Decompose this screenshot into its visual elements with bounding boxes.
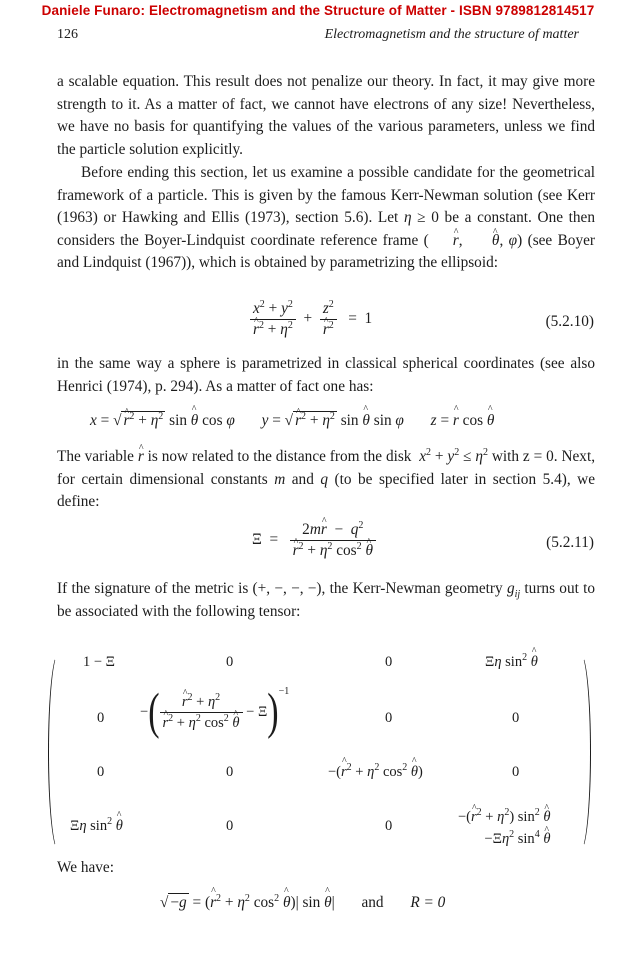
matrix-cell-r4c4: −(^ $r^2 + \eta^2$) $\sin^2$ ^ θ $-\Xi\eta^2$ $\sin^4$ ^ θ [458, 806, 550, 850]
matrix-cell-r3c4: 0 [512, 764, 520, 780]
p4-text-c: with z = 0. Next, for certain dimensional constants [57, 448, 596, 488]
matrix-right-paren [570, 653, 591, 851]
running-title: Electromagnetism and the structure of matter [324, 27, 579, 42]
equation-5-2-11: Ξ = 2m^ $r - q^2$ ^ $r^2 + \eta^2$ $\cos^2$ ^ θ [252, 521, 376, 560]
p4-text-d: and [285, 470, 321, 488]
p5-text-b: turns out to be associated with the following tensor: [57, 580, 596, 620]
equation-number-5-2-10: (5.2.10) [545, 313, 594, 330]
matrix-cell-r2c2: −( ^ $r^2 + \eta^2$ ^ $r^2 + \eta^2$ $\cos^2$ ^ θ − Ξ)$^{-1}$ [140, 693, 289, 732]
and-word: and [361, 894, 384, 911]
matrix-cell-r3c3: −(^ $r^2 + \eta^2$ $\cos^2$ ^ θ) [328, 764, 423, 781]
matrix-cell-r2c1: 0 [97, 710, 105, 726]
watermark-banner: Daniele Funaro: Electromagnetism and the Structure of Matter - ISBN 9789812814517 [41, 3, 595, 18]
matrix-cell-r1c1: 1 − Ξ [83, 654, 116, 670]
paragraph-6: We have: [57, 859, 114, 876]
matrix-cell-r4c1: Ξη $\sin^2$ ^ θ [70, 818, 123, 835]
equation-determinant: √ −g = (^ $r^2 + \eta^2$ $\cos^2$ ^ θ)| sin ^ θ| and R = 0 [160, 893, 445, 912]
equation-5-2-10: $x^2 + y^2$ ^ $r^2 + \eta^2$ + $z^2$ ^ $r^2$ = 1 [250, 300, 372, 339]
matrix-cell-r1c4: Ξη $\sin^2$ ^ θ [485, 654, 538, 671]
matrix-cell-r1c2: 0 [226, 654, 234, 670]
equation-coordinates: x = √^ $r^2 + \eta^2$ sin ^ θ cos φ y = √^ $r^2 + \eta^2$ sin ^ θ sin φ z = ^ r cos ^ θ [90, 411, 494, 430]
running-head [57, 27, 595, 47]
p4-text-a: The variable [57, 448, 138, 465]
p5-text-a: If the signature of the metric is (+, −, −, −), the Kerr-Newman geometry [57, 580, 507, 597]
p2-text-c: ) (see Boyer and Lindquist (1967)), which is obtained by parametrizing the ellipsoid: [57, 231, 595, 272]
equation-number-5-2-11: (5.2.11) [546, 534, 594, 551]
matrix-left-paren [48, 653, 69, 851]
matrix-cell-r2c4: 0 [512, 710, 520, 726]
matrix-cell-r3c1: 0 [97, 764, 105, 780]
matrix-cell-r3c2: 0 [226, 764, 234, 780]
page-number: 126 [57, 27, 78, 42]
paragraph-5: If the signature of the metric is (+, −, −, −), the Kerr-Newman geometry $g_{ij}$ turns out to be associated with the following tensor: [57, 580, 596, 620]
matrix-cell-r4c3: 0 [385, 818, 393, 834]
paragraph-1: a scalable equation. This result does not penalize our theory. In fact, it may give more strength to it. As a matter of fact, we cannot have electrons of any size! Nevertheless, we have no basis for quantifying the values of the various parameters, unless we find the particle solution explicitly. [57, 73, 595, 158]
ricci-scalar-equation: R = 0 [410, 894, 446, 911]
p2-text-a: Before ending this section, let us examine a possible candidate for the geometrical framework of a particle. This is given by the famous Kerr-Newman solution (see Kerr (1963) or Hawking and Ellis (1973), section 5.6). Let [57, 164, 595, 227]
p4-text-e: (to be specified later in section 5.4), we define: [57, 470, 595, 511]
paragraph-3: in the same way a sphere is parametrized in classical spherical coordinates (see also Henrici (1974), p. 294). As a matter of fact one has: [57, 355, 595, 395]
p2-text-b: ≥ 0 be a constant. One then considers the Boyer-Lindquist coordinate reference frame ( [57, 209, 595, 249]
paragraph-4: The variable ^ r is now related to the distance from the disk $x^2 + y^2 \le \eta^2$ with z = 0. Next, for certain dimensional constants m and q (to be specified later in section 5.4), we define: [57, 446, 595, 514]
matrix-cell-r4c2: 0 [226, 818, 234, 834]
matrix-cell-r1c3: 0 [385, 654, 393, 670]
p4-text-b: is now related to the distance from the disk [143, 448, 416, 465]
matrix-cell-r2c3: 0 [385, 710, 393, 726]
paragraph-2: Before ending this section, let us examine a possible candidate for the geometrical framework of a particle. This is given by the famous Kerr-Newman solution (see Kerr (1963) or Hawking and Ellis (1973), section 5.6). Let η ≥ 0 be a constant. One then considers the Boyer-Lindquist coordinate reference frame (^ r, ^ θ, φ) (see Boyer and Lindquist (1967)), which is obtained by parametrizing the ellipsoid: [57, 162, 595, 275]
